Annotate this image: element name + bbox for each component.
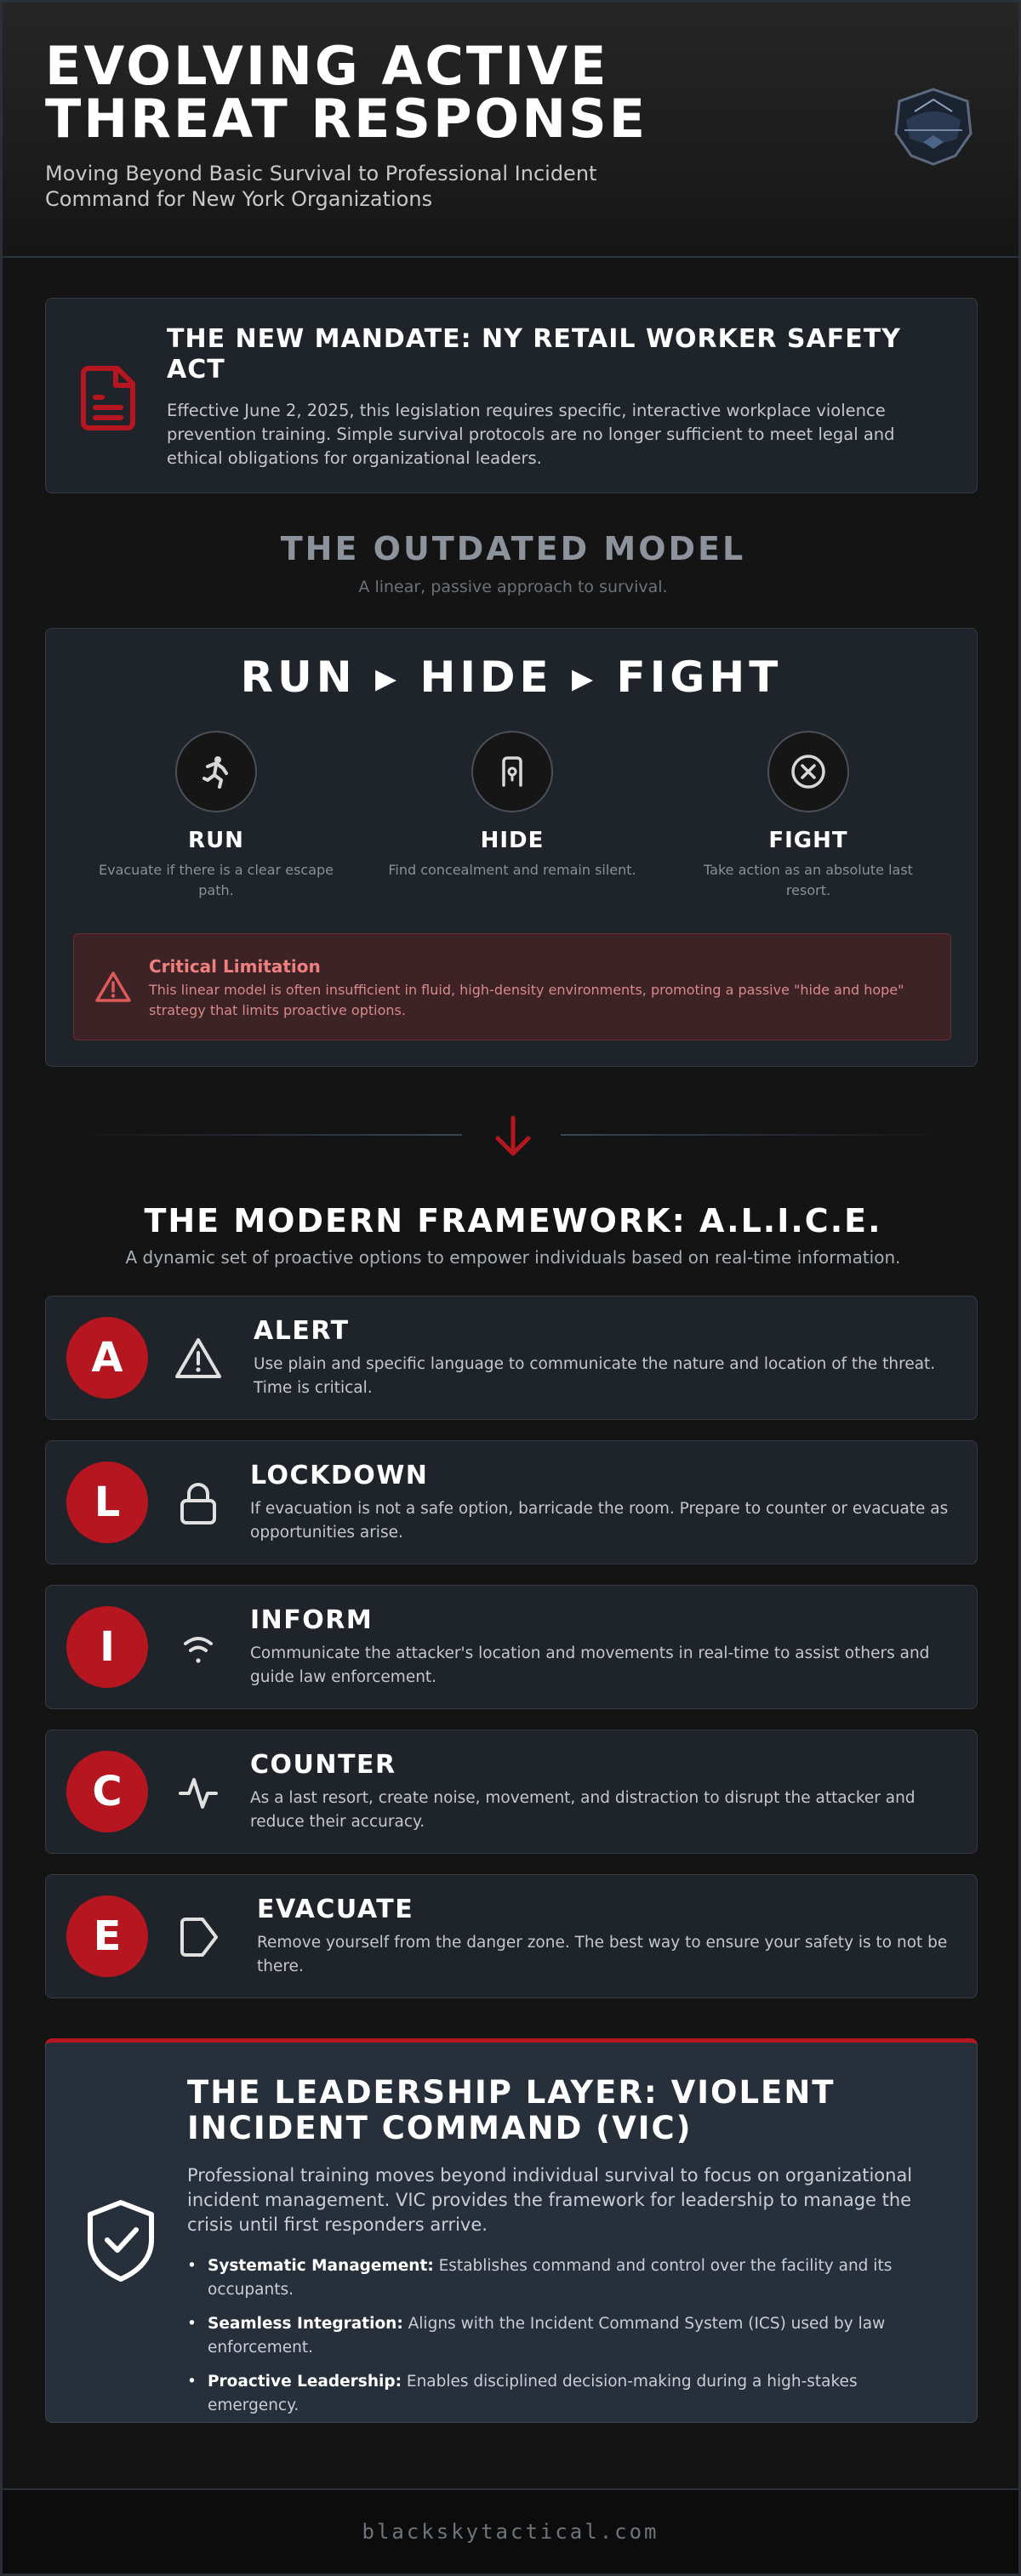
outdated-model-subtitle: A linear, passive approach to survival. bbox=[358, 578, 668, 596]
alice-letter: E bbox=[66, 1895, 148, 1977]
alice-item-alert bbox=[45, 1296, 978, 1420]
alice-item-inform bbox=[45, 1585, 978, 1709]
step-hide-desc: Find concealment and remain silent. bbox=[388, 862, 636, 878]
vic-point-text: Enables disciplined decision-making during a high-stakes emergency. bbox=[208, 2373, 858, 2414]
step-fight-desc: Take action as an absolute last resort. bbox=[704, 862, 913, 898]
outdated-model-title: THE OUTDATED MODEL bbox=[280, 530, 746, 567]
run-hide-fight-card bbox=[45, 628, 978, 1067]
vic-point-label: Systematic Management: bbox=[208, 2257, 434, 2275]
vic-point-label: Proactive Leadership: bbox=[208, 2373, 402, 2391]
alice-item-desc: Remove yourself from the danger zone. The best way to ensure your safety is to not be there. bbox=[257, 1934, 948, 1975]
exit-icon bbox=[174, 1914, 223, 1960]
vic-title: THE LEADERSHIP LAYER: VIOLENT INCIDENT COMMAND (VIC) bbox=[187, 2074, 836, 2146]
arrow-down-icon bbox=[488, 1113, 539, 1160]
vic-point-text: Aligns with the Incident Command System (ICS) used by law enforcement. bbox=[208, 2315, 886, 2357]
alice-item-title: EVACUATE bbox=[257, 1895, 414, 1924]
vic-point bbox=[187, 2312, 939, 2360]
vic-points bbox=[187, 2254, 939, 2418]
alice-letter: A bbox=[66, 1317, 148, 1399]
door-icon bbox=[471, 731, 553, 812]
vic-point-label: Seamless Integration: bbox=[208, 2315, 403, 2333]
alice-item-title: INFORM bbox=[250, 1605, 374, 1635]
vic-lead: Professional training moves beyond individual survival to focus on organizational incident management. VIC provides the framework for leadership to manage the crisis until first responders arrive. bbox=[187, 2165, 913, 2235]
wifi-icon bbox=[174, 1625, 223, 1671]
alice-text bbox=[250, 1604, 956, 1690]
critical-limitation-body: This linear model is often insufficient in fluid, high-density environments, promoting a passive "hide and hope" strategy that limits proactive options. bbox=[149, 982, 904, 1018]
lock-icon bbox=[174, 1480, 223, 1526]
running-icon bbox=[175, 731, 257, 812]
footer-site-link[interactable]: blackskytactical.com bbox=[362, 2520, 659, 2544]
mandate-card bbox=[45, 298, 978, 493]
alice-item-title: ALERT bbox=[254, 1316, 350, 1346]
alice-text bbox=[254, 1315, 956, 1400]
page-footer bbox=[3, 2488, 1018, 2573]
vic-point bbox=[187, 2370, 939, 2418]
page-title: EVOLVING ACTIVE THREAT RESPONSE bbox=[45, 35, 648, 150]
mandate-title: THE NEW MANDATE: NY RETAIL WORKER SAFETY ACT bbox=[167, 324, 901, 385]
step-run bbox=[88, 731, 344, 901]
page-subtitle: Moving Beyond Basic Survival to Professional Incident Command for New York Organizations bbox=[45, 162, 597, 211]
alice-item-title: COUNTER bbox=[250, 1750, 396, 1780]
divider-right bbox=[561, 1134, 952, 1136]
step-hide-label: HIDE bbox=[480, 828, 545, 853]
vic-card bbox=[45, 2038, 978, 2423]
black-sky-logo bbox=[889, 86, 978, 168]
alice-subtitle: A dynamic set of proactive options to empower individuals based on real-time information. bbox=[125, 1247, 901, 1268]
alice-letter: L bbox=[66, 1462, 148, 1543]
critical-limitation-title: Critical Limitation bbox=[149, 956, 321, 977]
document-icon bbox=[80, 363, 140, 431]
alice-text bbox=[250, 1749, 956, 1834]
alice-title: THE MODERN FRAMEWORK: A.L.I.C.E. bbox=[144, 1202, 882, 1240]
critical-limitation-box bbox=[73, 933, 951, 1040]
run-hide-fight-banner: RUN ▸ HIDE ▸ FIGHT bbox=[240, 653, 783, 702]
alice-item-title: LOCKDOWN bbox=[250, 1461, 429, 1490]
step-run-desc: Evacuate if there is a clear escape path. bbox=[99, 862, 334, 898]
alice-item-counter bbox=[45, 1730, 978, 1854]
x-circle-icon bbox=[767, 731, 849, 812]
activity-icon bbox=[174, 1770, 223, 1815]
alice-text bbox=[250, 1460, 956, 1545]
vic-point bbox=[187, 2254, 939, 2302]
divider-left bbox=[71, 1134, 462, 1136]
alice-letter: I bbox=[66, 1606, 148, 1688]
alice-item-desc: If evacuation is not a safe option, barricade the room. Prepare to counter or evacuate as opportunities arise. bbox=[250, 1500, 949, 1542]
alice-text bbox=[257, 1894, 956, 1979]
vic-point-text: Establishes command and control over the facility and its occupants. bbox=[208, 2257, 893, 2299]
mandate-body: Effective June 2, 2025, this legislation requires specific, interactive workplace violence prevention training. Simple survival protocols are no longer sufficient to meet legal and ethical obligations for organizational leaders. bbox=[167, 401, 895, 468]
step-run-label: RUN bbox=[188, 828, 244, 853]
shield-check-icon bbox=[83, 2197, 158, 2282]
alice-item-desc: Communicate the attacker's location and movements in real-time to assist others and guide law enforcement. bbox=[250, 1644, 930, 1686]
alice-item-lockdown bbox=[45, 1440, 978, 1564]
alice-letter: C bbox=[66, 1751, 148, 1832]
alice-item-desc: Use plain and specific language to communicate the nature and location of the threat. Time is critical. bbox=[254, 1355, 936, 1397]
warning-icon bbox=[174, 1336, 223, 1382]
step-hide bbox=[385, 731, 640, 881]
step-fight-label: FIGHT bbox=[768, 828, 848, 853]
warning-icon bbox=[94, 970, 132, 1004]
alice-item-desc: As a last resort, create noise, movement, and distraction to disrupt the attacker and reduce their accuracy. bbox=[250, 1789, 915, 1831]
page-header bbox=[3, 3, 1018, 258]
step-fight bbox=[681, 731, 936, 901]
alice-item-evacuate bbox=[45, 1874, 978, 1998]
